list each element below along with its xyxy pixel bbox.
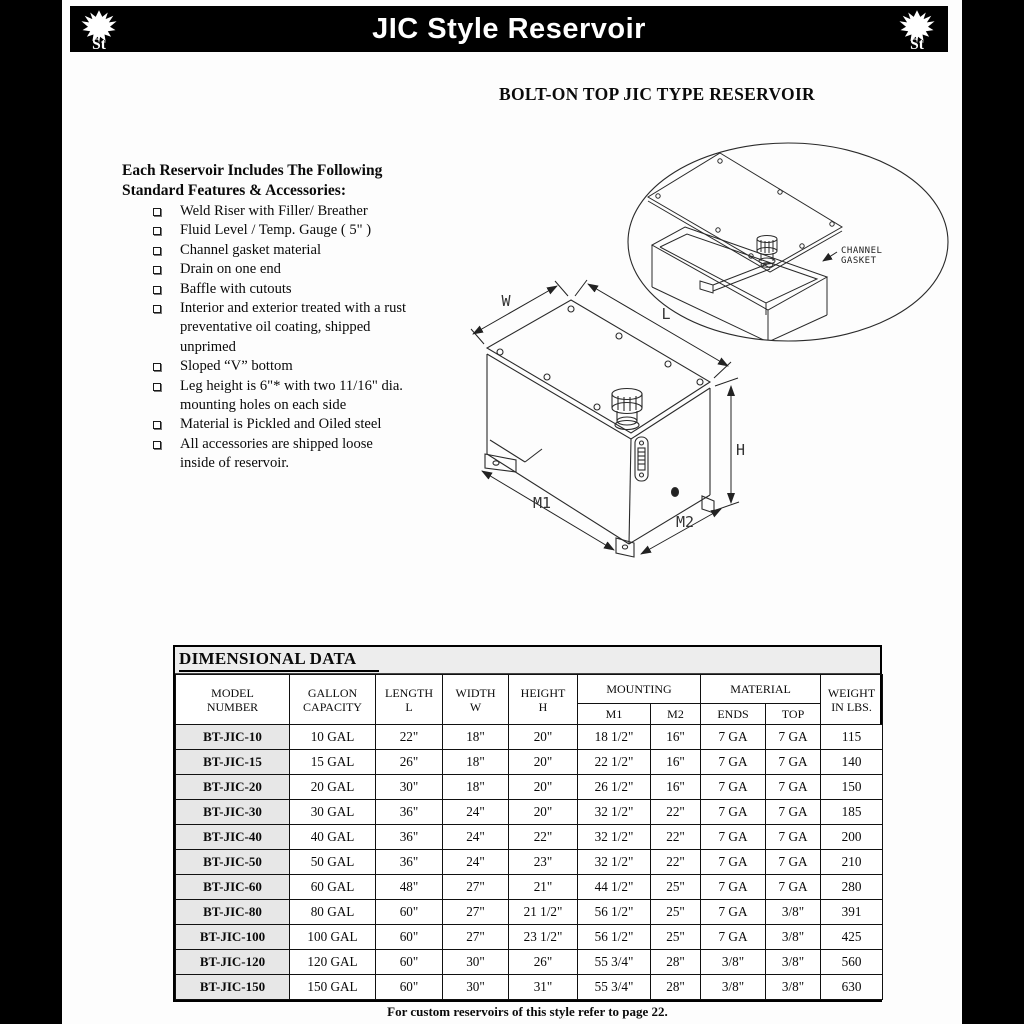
gallon-cell: 50 GAL xyxy=(290,850,376,875)
width-cell: 18" xyxy=(443,725,509,750)
length-cell: 36" xyxy=(376,825,443,850)
weight-cell: 210 xyxy=(821,850,883,875)
page-title: JIC Style Reservoir xyxy=(372,13,646,45)
m2-cell: 16" xyxy=(651,725,701,750)
m2-cell: 16" xyxy=(651,750,701,775)
length-cell: 36" xyxy=(376,850,443,875)
model-number-cell: BT-JIC-120 xyxy=(176,950,290,975)
m2-cell: 22" xyxy=(651,800,701,825)
weight-cell: 200 xyxy=(821,825,883,850)
m2-cell: 25" xyxy=(651,875,701,900)
height-cell: 20" xyxy=(509,750,578,775)
height-cell: 23" xyxy=(509,850,578,875)
width-cell: 24" xyxy=(443,825,509,850)
fluid-level-gauge xyxy=(635,437,648,481)
weight-cell: 185 xyxy=(821,800,883,825)
top-cell: 7 GA xyxy=(766,825,821,850)
col-header-ends: ENDS xyxy=(701,704,766,725)
top-cell: 7 GA xyxy=(766,850,821,875)
feature-text: Channel gasket material xyxy=(180,241,322,258)
top-cell: 7 GA xyxy=(766,775,821,800)
gallon-cell: 150 GAL xyxy=(290,975,376,1000)
feature-text: Interior and exterior treated with a rust preventative oil coating, shipped unprimed xyxy=(180,300,407,355)
weight-cell: 630 xyxy=(821,975,883,1000)
table-row xyxy=(176,800,883,825)
left-black-band xyxy=(0,0,62,1024)
top-cell: 7 GA xyxy=(766,875,821,900)
feature-item xyxy=(122,260,478,279)
square-bullet-icon xyxy=(153,305,161,313)
m1-cell: 32 1/2" xyxy=(578,825,651,850)
width-cell: 24" xyxy=(443,850,509,875)
filler-breather-cap xyxy=(757,236,777,268)
model-number-cell: BT-JIC-10 xyxy=(176,725,290,750)
model-number-cell: BT-JIC-80 xyxy=(176,900,290,925)
feature-item xyxy=(122,241,478,260)
length-cell: 60" xyxy=(376,925,443,950)
m2-cell: 22" xyxy=(651,850,701,875)
col-header-mounting: MOUNTING xyxy=(578,675,701,704)
width-cell: 27" xyxy=(443,925,509,950)
feature-text: Drain on one end xyxy=(180,261,281,278)
square-bullet-icon xyxy=(153,227,161,235)
table-row xyxy=(176,900,883,925)
top-cell: 3/8" xyxy=(766,975,821,1000)
col-header-m2: M2 xyxy=(651,704,701,725)
page-header-bar xyxy=(70,6,948,52)
tank-top-plate xyxy=(487,300,710,433)
width-cell: 30" xyxy=(443,975,509,1000)
m1-cell: 55 3/4" xyxy=(578,950,651,975)
table-row xyxy=(176,975,883,1000)
length-cell: 60" xyxy=(376,900,443,925)
height-cell: 20" xyxy=(509,800,578,825)
gallon-cell: 60 GAL xyxy=(290,875,376,900)
model-number-cell: BT-JIC-100 xyxy=(176,925,290,950)
feature-text: All accessories are shipped loose inside of reservoir. xyxy=(180,435,373,472)
table-row xyxy=(176,850,883,875)
width-cell: 18" xyxy=(443,750,509,775)
width-cell: 27" xyxy=(443,875,509,900)
square-bullet-icon xyxy=(153,266,161,274)
m2-cell: 28" xyxy=(651,975,701,1000)
feature-text: Material is Pickled and Oiled steel xyxy=(180,416,382,433)
model-number-cell: BT-JIC-60 xyxy=(176,875,290,900)
feature-item xyxy=(122,435,478,474)
top-cell: 3/8" xyxy=(766,925,821,950)
channel-gasket-label-line1: CHANNEL xyxy=(841,246,883,256)
ends-cell: 3/8" xyxy=(701,975,766,1000)
square-bullet-icon xyxy=(153,441,161,449)
width-cell: 30" xyxy=(443,950,509,975)
weight-cell: 425 xyxy=(821,925,883,950)
eagle-logo-icon xyxy=(894,7,940,51)
top-cell: 7 GA xyxy=(766,750,821,775)
table-row xyxy=(176,750,883,775)
table-row xyxy=(176,950,883,975)
ends-cell: 7 GA xyxy=(701,775,766,800)
length-cell: 36" xyxy=(376,800,443,825)
ends-cell: 7 GA xyxy=(701,900,766,925)
height-cell: 21" xyxy=(509,875,578,900)
dimensional-data-section xyxy=(173,645,882,1002)
length-cell: 30" xyxy=(376,775,443,800)
gallon-cell: 15 GAL xyxy=(290,750,376,775)
ends-cell: 7 GA xyxy=(701,850,766,875)
m1-cell: 18 1/2" xyxy=(578,725,651,750)
gallon-cell: 40 GAL xyxy=(290,825,376,850)
feature-text: Weld Riser with Filler/ Breather xyxy=(180,203,368,219)
col-header-top: TOP xyxy=(766,704,821,725)
gallon-cell: 80 GAL xyxy=(290,900,376,925)
length-cell: 60" xyxy=(376,950,443,975)
model-number-cell: BT-JIC-150 xyxy=(176,975,290,1000)
length-cell: 22" xyxy=(376,725,443,750)
page-subtitle: BOLT-ON TOP JIC TYPE RESERVOIR xyxy=(498,84,815,104)
m1-cell: 26 1/2" xyxy=(578,775,651,800)
height-cell: 20" xyxy=(509,725,578,750)
dim-label-m1: M1 xyxy=(532,494,552,512)
gallon-cell: 120 GAL xyxy=(290,950,376,975)
col-header-width: WIDTH W xyxy=(443,675,509,725)
dim-label-w: W xyxy=(501,292,511,310)
m1-cell: 32 1/2" xyxy=(578,850,651,875)
model-number-cell: BT-JIC-30 xyxy=(176,800,290,825)
width-cell: 24" xyxy=(443,800,509,825)
m1-cell: 55 3/4" xyxy=(578,975,651,1000)
m1-cell: 22 1/2" xyxy=(578,750,651,775)
top-cell: 7 GA xyxy=(766,725,821,750)
length-cell: 48" xyxy=(376,875,443,900)
ends-cell: 7 GA xyxy=(701,825,766,850)
table-title-bar xyxy=(175,647,880,674)
top-cell: 3/8" xyxy=(766,900,821,925)
logo-text: St xyxy=(910,35,924,51)
m2-cell: 28" xyxy=(651,950,701,975)
gallon-cell: 10 GAL xyxy=(290,725,376,750)
callout-arrow xyxy=(823,252,837,261)
footer-note: For custom reservoirs of this style refer to page 22. xyxy=(387,1004,668,1019)
feature-item xyxy=(122,299,478,357)
length-cell: 26" xyxy=(376,750,443,775)
col-header-gallon: GALLON CAPACITY xyxy=(290,675,376,725)
m1-cell: 56 1/2" xyxy=(578,925,651,950)
length-cell: 60" xyxy=(376,975,443,1000)
reservoir-isometric-drawing xyxy=(438,272,773,587)
gallon-cell: 100 GAL xyxy=(290,925,376,950)
ends-cell: 3/8" xyxy=(701,950,766,975)
feature-item xyxy=(122,280,478,299)
table-row xyxy=(176,925,883,950)
model-number-cell: BT-JIC-50 xyxy=(176,850,290,875)
feature-item xyxy=(122,415,478,434)
ends-cell: 7 GA xyxy=(701,925,766,950)
col-header-m1: M1 xyxy=(578,704,651,725)
logo-text: St xyxy=(92,35,106,51)
ends-cell: 7 GA xyxy=(701,750,766,775)
m1-cell: 32 1/2" xyxy=(578,800,651,825)
square-bullet-icon xyxy=(153,247,161,255)
feature-text: Sloped “V” bottom xyxy=(180,358,293,375)
m2-cell: 25" xyxy=(651,900,701,925)
feature-item xyxy=(122,377,478,416)
feature-text: Fluid Level / Temp. Gauge ( 5" ) xyxy=(180,222,372,239)
height-cell: 23 1/2" xyxy=(509,925,578,950)
table-row xyxy=(176,825,883,850)
features-list xyxy=(122,202,478,474)
model-number-cell: BT-JIC-15 xyxy=(176,750,290,775)
top-cell: 7 GA xyxy=(766,800,821,825)
ends-cell: 7 GA xyxy=(701,725,766,750)
width-cell: 18" xyxy=(443,775,509,800)
height-cell: 20" xyxy=(509,775,578,800)
ends-cell: 7 GA xyxy=(701,875,766,900)
feature-item xyxy=(122,202,478,221)
m1-cell: 44 1/2" xyxy=(578,875,651,900)
features-section xyxy=(122,161,478,474)
col-header-material: MATERIAL xyxy=(701,675,821,704)
dim-label-m2: M2 xyxy=(675,513,695,531)
weight-cell: 140 xyxy=(821,750,883,775)
col-header-model: MODEL NUMBER xyxy=(176,675,290,725)
weight-cell: 150 xyxy=(821,775,883,800)
feature-item xyxy=(122,221,478,240)
model-number-cell: BT-JIC-40 xyxy=(176,825,290,850)
filler-breather-cap xyxy=(612,389,642,430)
square-bullet-icon xyxy=(153,421,161,429)
ends-cell: 7 GA xyxy=(701,800,766,825)
weight-cell: 280 xyxy=(821,875,883,900)
right-black-band xyxy=(962,0,1024,1024)
table-row xyxy=(176,875,883,900)
table-row xyxy=(176,725,883,750)
gallon-cell: 20 GAL xyxy=(290,775,376,800)
weight-cell: 391 xyxy=(821,900,883,925)
features-heading-line1: Each Reservoir Includes The Following xyxy=(122,162,383,179)
feature-item xyxy=(122,357,478,376)
dim-label-h: H xyxy=(736,441,746,459)
dimensional-data-table xyxy=(175,674,883,1000)
table-row xyxy=(176,775,883,800)
dim-label-l: L xyxy=(661,305,671,323)
gallon-cell: 30 GAL xyxy=(290,800,376,825)
drain-plug xyxy=(672,488,679,497)
model-number-cell: BT-JIC-20 xyxy=(176,775,290,800)
col-header-weight: WEIGHT IN LBS. xyxy=(821,675,883,725)
table-title: DIMENSIONAL DATA xyxy=(179,649,379,672)
square-bullet-icon xyxy=(153,286,161,294)
feature-text: Leg height is 6"* with two 11/16" dia. mounting holes on each side xyxy=(180,377,403,414)
weight-cell: 560 xyxy=(821,950,883,975)
height-cell: 26" xyxy=(509,950,578,975)
square-bullet-icon xyxy=(153,383,161,391)
m1-cell: 56 1/2" xyxy=(578,900,651,925)
col-header-height: HEIGHT H xyxy=(509,675,578,725)
features-heading-line2: Standard Features & Accessories: xyxy=(122,181,347,199)
feature-text: Baffle with cutouts xyxy=(180,280,292,297)
weight-cell: 115 xyxy=(821,725,883,750)
m2-cell: 25" xyxy=(651,925,701,950)
channel-gasket-label-line2: GASKET xyxy=(841,256,877,266)
m2-cell: 22" xyxy=(651,825,701,850)
square-bullet-icon xyxy=(153,208,161,216)
width-cell: 27" xyxy=(443,900,509,925)
m2-cell: 16" xyxy=(651,775,701,800)
height-cell: 21 1/2" xyxy=(509,900,578,925)
height-cell: 31" xyxy=(509,975,578,1000)
height-cell: 22" xyxy=(509,825,578,850)
col-header-length: LENGTH L xyxy=(376,675,443,725)
top-cell: 3/8" xyxy=(766,950,821,975)
square-bullet-icon xyxy=(153,363,161,371)
dimensional-table-body xyxy=(176,725,883,1000)
dimension-lines xyxy=(471,280,739,554)
